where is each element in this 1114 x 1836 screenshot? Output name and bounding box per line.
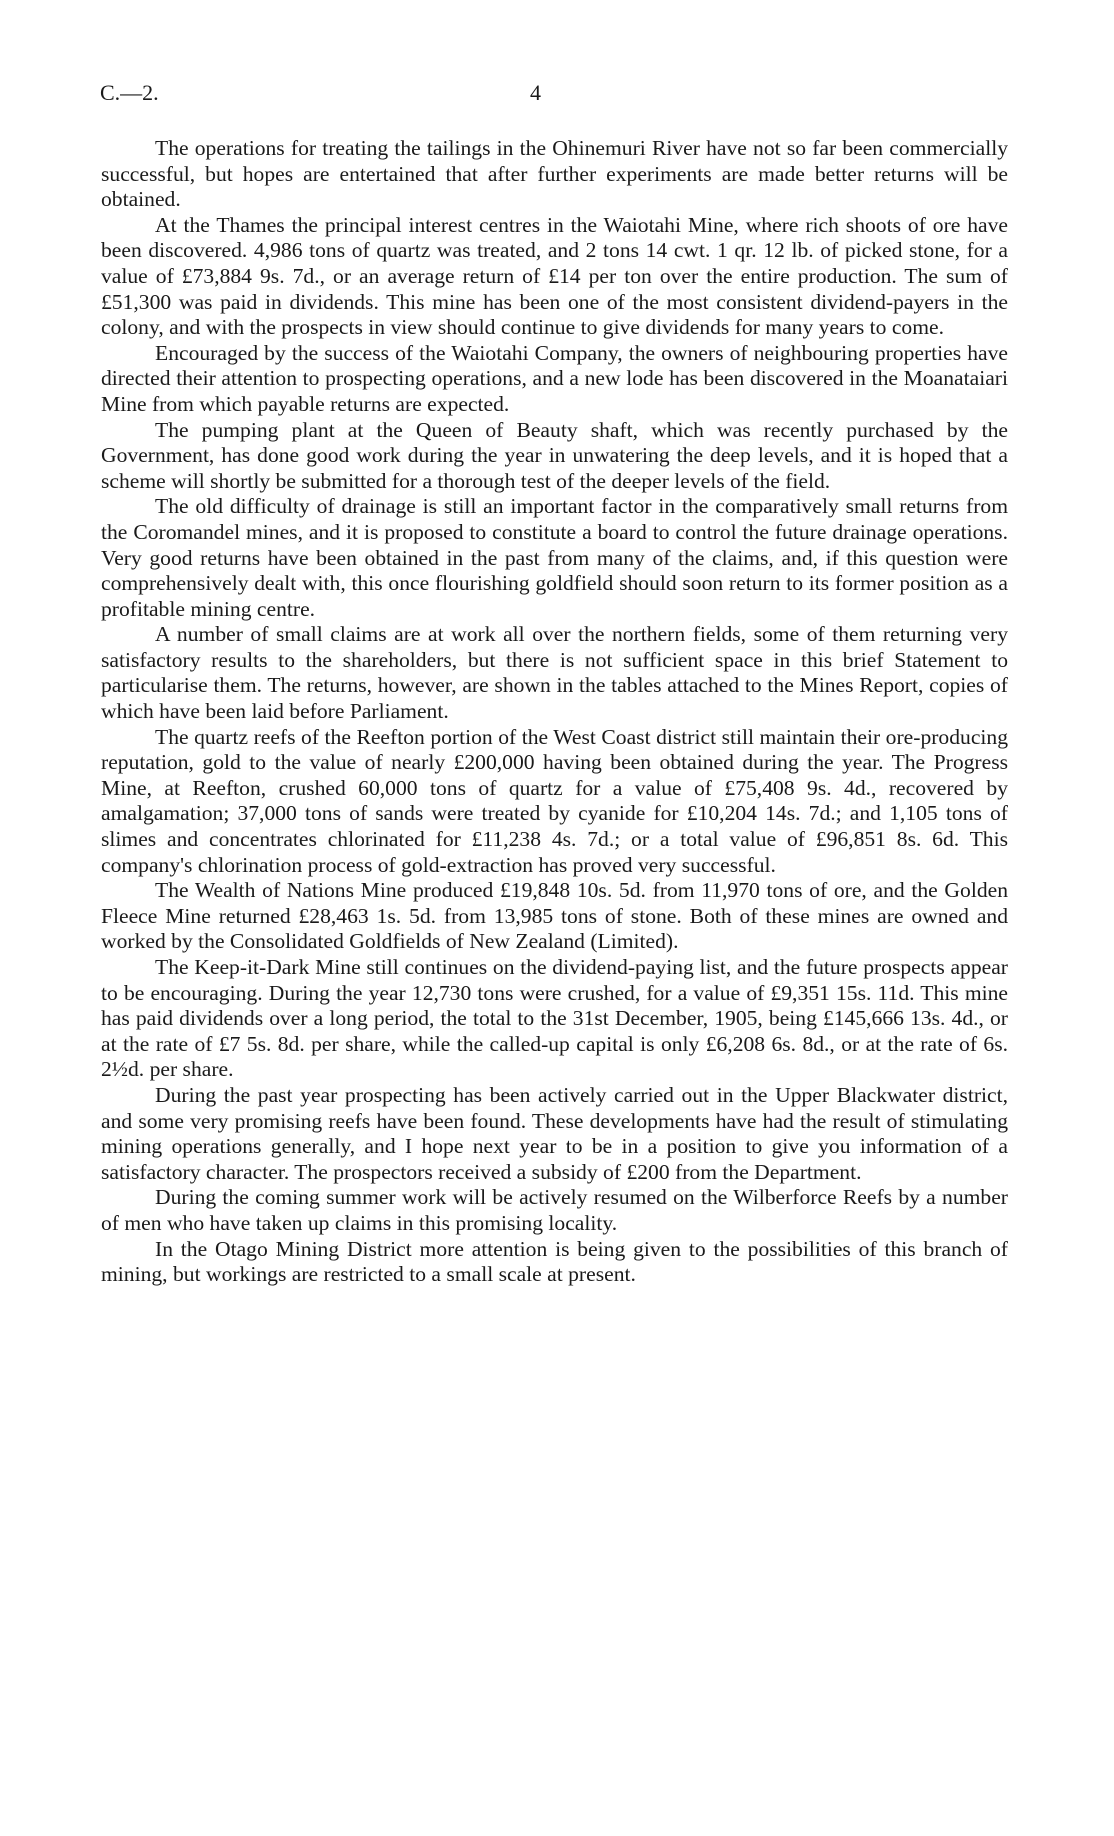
paragraph: The old difficulty of drainage is still an important factor in the comparatively small returns from the Coromandel mines, and it is proposed to constitute a board to control the future drainage operations. Very good returns have been obtained in the past from many of the claims, and, if this question were comprehensively dealt with, this once flourishing goldfield should soon return to its former position as a profitable mining centre. — [101, 494, 1008, 621]
paragraph: The Wealth of Nations Mine produced £19,848 10s. 5d. from 11,970 tons of ore, and the Golden Fleece Mine returned £28,463 1s. 5d. from 13,985 tons of stone. Both of these mines are owned and worked by the Consolidated Goldfields of New Zealand (Limited). — [101, 878, 1008, 954]
paragraph: The operations for treating the tailings in the Ohinemuri River have not so far been commercially successful, but hopes are entertained that after further experiments are made better returns will be obtained. — [101, 136, 1008, 212]
page-number: 4 — [530, 80, 541, 105]
paragraph: During the coming summer work will be actively resumed on the Wilberforce Reefs by a number of men who have taken up claims in this promising locality. — [101, 1185, 1008, 1235]
paragraph: The Keep-it-Dark Mine still continues on the dividend-paying list, and the future prospects appear to be encouraging. During the year 12,730 tons were crushed, for a value of £9,351 15s. 11d. This mine has paid dividends over a long period, the total to the 31st December, 1905, being £145,666 13s. 4d., or at the rate of £7 5s. 8d. per share, while the called-up capital is only £6,208 6s. 8d., or at the rate of 6s. 2½d. per share. — [101, 955, 1008, 1082]
paragraph: The pumping plant at the Queen of Beauty shaft, which was recently purchased by the Government, has done good work during the year in unwatering the deep levels, and it is hoped that a scheme will shortly be submitted for a thorough test of the deeper levels of the field. — [101, 417, 1008, 493]
paragraph: During the past year prospecting has been actively carried out in the Upper Blackwater district, and some very promising reefs have been found. These developments have had the result of stimulating mining operations generally, and I hope next year to be in a position to give you information of a satisfactory character. The prospectors received a subsidy of £200 from the Department. — [101, 1082, 1008, 1184]
paragraph: In the Otago Mining District more attention is being given to the possibilities of this branch of mining, but workings are restricted to a small scale at present. — [101, 1236, 1008, 1287]
page-header — [100, 80, 1000, 108]
paragraph: At the Thames the principal interest centres in the Waiotahi Mine, where rich shoots of ore have been discovered. 4,986 tons of quartz was treated, and 2 tons 14 cwt. 1 qr. 12 lb. of picked stone, for a value of £73,884 9s. 7d., or an average return of £14 per ton over the entire production. The sum of £51,300 was paid in dividends. This mine has been one of the most consistent dividend-payers in the colony, and with the prospects in view should continue to give dividends for many years to come. — [101, 212, 1008, 340]
document-reference: C.—2. — [100, 80, 159, 105]
paragraph: A number of small claims are at work all over the northern fields, some of them returning very satisfactory results to the shareholders, but there is not sufficient space in this brief Statement to particularise them. The returns, however, are shown in the tables attached to the Mines Report, copies of which have been laid before Parliament. — [101, 622, 1008, 724]
body-text — [101, 136, 1008, 1288]
paragraph: Encouraged by the success of the Waiotahi Company, the owners of neighbouring properties have directed their attention to prospecting operations, and a new lode has been discovered in the Moanataiari Mine from which payable returns are expected. — [101, 340, 1008, 416]
paragraph: The quartz reefs of the Reefton portion of the West Coast district still maintain their ore-producing reputation, gold to the value of nearly £200,000 having been obtained during the year. The Progress Mine, at Reefton, crushed 60,000 tons of quartz for a value of £75,408 9s. 4d., recovered by amalgamation; 37,000 tons of sands were treated by cyanide for £10,204 14s. 7d.; and 1,105 tons of slimes and concentrates chlorinated for £11,238 4s. 7d.; or a total value of £96,851 8s. 6d. This company's chlorination process of gold-extraction has proved very successful. — [101, 724, 1008, 877]
